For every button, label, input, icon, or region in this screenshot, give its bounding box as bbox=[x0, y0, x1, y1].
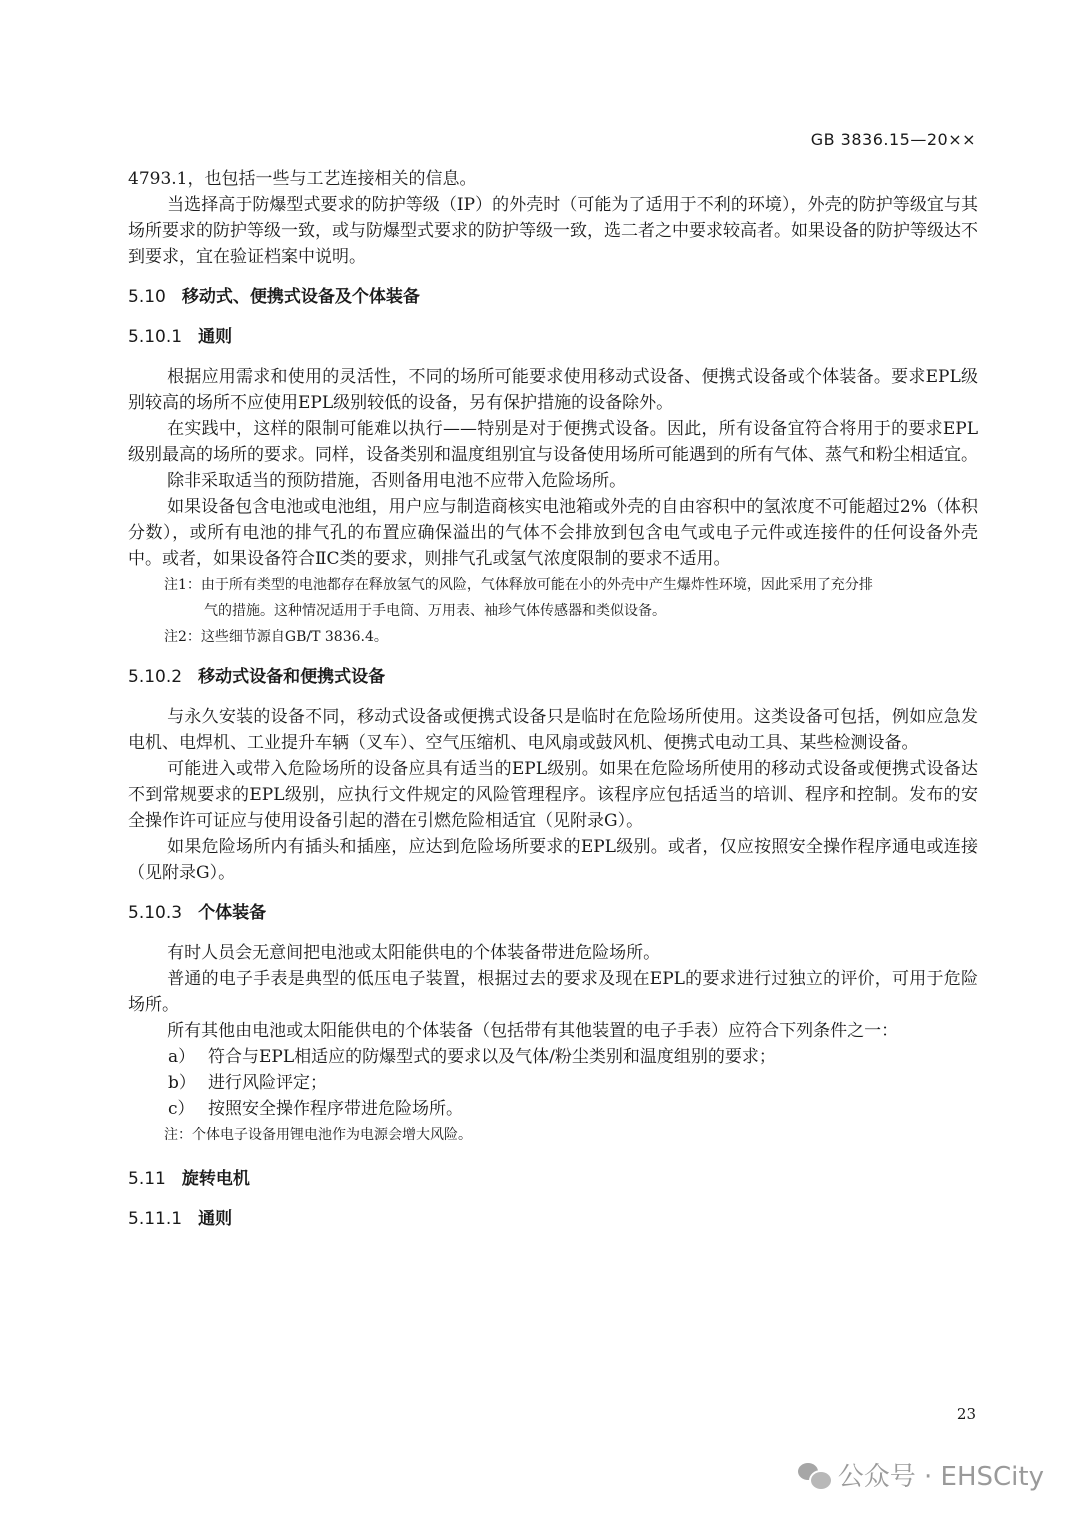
section-heading-5-10-1 bbox=[128, 324, 978, 350]
paragraph: 可能进入或带入危险场所的设备应具有适当的EPL级别。如果在危险场所使用的移动式设备或便携式设备达不到常规要求的EPL级别，应执行文件规定的风险管理程序。该程序应包括适当的培训、程序和控制。发布的安全操作许可证应与使用设备引起的潜在引燃危险相适宜（见附录G）。 bbox=[128, 759, 978, 831]
paragraph: 除非采取适当的预防措施，否则备用电池不应带入危险场所。 bbox=[167, 471, 627, 491]
list-marker: c） bbox=[168, 1099, 195, 1119]
section-number: 5.10 bbox=[128, 287, 166, 307]
list-text: 符合与EPL相适应的防爆型式的要求以及气体/粉尘类别和温度组别的要求； bbox=[208, 1047, 776, 1067]
wechat-icon bbox=[798, 1461, 830, 1489]
list-marker: a） bbox=[168, 1047, 196, 1067]
paragraph: 有时人员会无意间把电池或太阳能供电的个体装备带进危险场所。 bbox=[167, 943, 661, 963]
list-item bbox=[128, 1044, 978, 1070]
section-title: 通则 bbox=[198, 1209, 233, 1229]
section-title: 移动式、便携式设备及个体装备 bbox=[181, 287, 420, 307]
paragraph: 在实践中，这样的限制可能难以执行——特别是对于便携式设备。因此，所有设备宜符合将用于的要求EPL级别最高的场所的要求。同样，设备类别和温度组别宜与设备使用场所可能遇到的所有气体、蒸气和粉尘相适宜。 bbox=[128, 419, 978, 465]
section-number: 5.10.3 bbox=[128, 903, 183, 923]
list-text: 进行风险评定； bbox=[208, 1073, 327, 1093]
section-title: 移动式设备和便携式设备 bbox=[198, 667, 386, 687]
note-2: 注2：这些细节源自GB/T 3836.4。 bbox=[164, 629, 388, 645]
section-number: 5.10.1 bbox=[128, 327, 183, 347]
page-number: 23 bbox=[956, 1405, 976, 1423]
list-item bbox=[128, 1070, 978, 1096]
paragraph: 与永久安装的设备不同，移动式设备或便携式设备只是临时在危险场所使用。这类设备可包括，例如应急发电机、电焊机、工业提升车辆（叉车）、空气压缩机、电风扇或鼓风机、便携式电动工具、某些检测设备。 bbox=[128, 707, 978, 753]
section-number: 5.11 bbox=[128, 1169, 166, 1189]
section-title: 个体装备 bbox=[198, 903, 267, 923]
list-text: 按照安全操作程序带进危险场所。 bbox=[208, 1099, 463, 1119]
section-title: 通则 bbox=[198, 327, 233, 347]
note-1-continued: 气的措施。这种情况适用于手电筒、万用表、袖珍气体传感器和类似设备。 bbox=[204, 603, 666, 619]
note: 注：个体电子设备用锂电池作为电源会增大风险。 bbox=[164, 1127, 472, 1143]
list-marker: b） bbox=[168, 1073, 196, 1093]
paragraph: 当选择高于防爆型式要求的防护等级（IP）的外壳时（可能为了适用于不利的环境），外壳的防护等级宜与其场所要求的防护等级一致，或与防爆型式要求的防护等级一致，选二者之中要求较高者。如果设备的防护等级达不到要求，宜在验证档案中说明。 bbox=[128, 195, 978, 267]
paragraph: 如果危险场所内有插头和插座，应达到危险场所要求的EPL级别。或者，仅应按照安全操作程序通电或连接（见附录G）。 bbox=[128, 837, 978, 883]
list-item bbox=[128, 1096, 978, 1122]
paragraph: 如果设备包含电池或电池组，用户应与制造商核实电池箱或外壳的自由容积中的氢浓度不可能超过2%（体积分数），或所有电池的排气孔的布置应确保溢出的气体不会排放到包含电气或电子元件或连接件的任何设备外壳中。或者，如果设备符合ⅡC类的要求，则排气孔或氢气浓度限制的要求不适用。 bbox=[128, 497, 978, 569]
section-heading-5-10 bbox=[128, 284, 978, 310]
content bbox=[128, 166, 978, 1246]
watermark bbox=[798, 1456, 1044, 1493]
paragraph: 普通的电子手表是典型的低压电子装置，根据过去的要求及现在EPL的要求进行过独立的评价，可用于危险场所。 bbox=[128, 969, 978, 1015]
watermark-text: 公众号 · EHSCity bbox=[837, 1462, 1044, 1492]
standard-code: GB 3836.15—20×× bbox=[810, 130, 976, 149]
paragraph: 4793.1，也包括一些与工艺连接相关的信息。 bbox=[128, 169, 477, 189]
note-1: 注1：由于所有类型的电池都存在释放氢气的风险，气体释放可能在小的外壳中产生爆炸性环境，因此采用了充分排 bbox=[164, 577, 873, 593]
section-heading-5-10-2 bbox=[128, 664, 978, 690]
paragraph: 根据应用需求和使用的灵活性，不同的场所可能要求使用移动式设备、便携式设备或个体装备。要求EPL级别较高的场所不应使用EPL级别较低的设备，另有保护措施的设备除外。 bbox=[128, 367, 978, 413]
section-number: 5.11.1 bbox=[128, 1209, 183, 1229]
section-heading-5-11-1 bbox=[128, 1206, 978, 1232]
section-heading-5-10-3 bbox=[128, 900, 978, 926]
section-number: 5.10.2 bbox=[128, 667, 183, 687]
paragraph: 所有其他由电池或太阳能供电的个体装备（包括带有其他装置的电子手表）应符合下列条件之一： bbox=[167, 1021, 899, 1041]
section-heading-5-11 bbox=[128, 1166, 978, 1192]
section-title: 旋转电机 bbox=[181, 1169, 250, 1189]
